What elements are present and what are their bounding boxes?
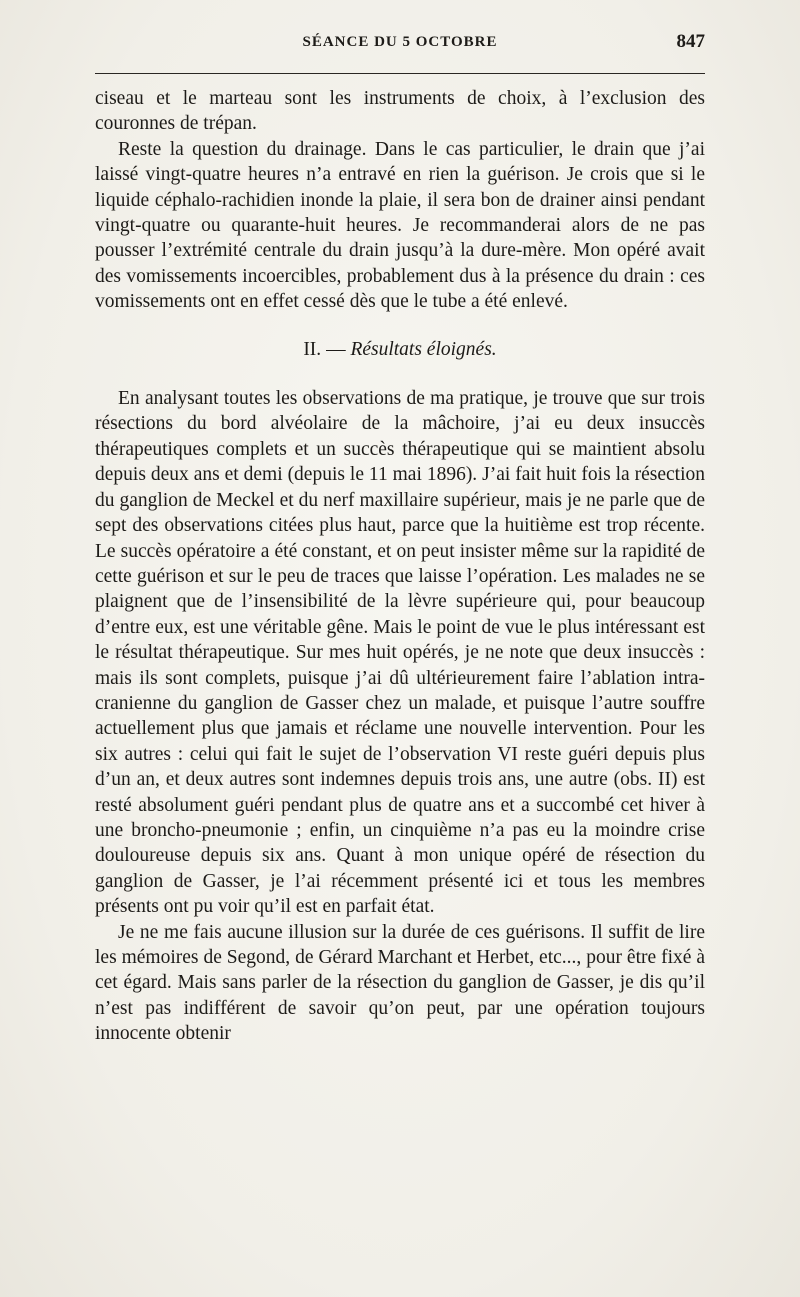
paragraph-continuation: ciseau et le marteau sont les instruments de choix, à l’exclusion des couronnes de trépan. xyxy=(95,88,705,135)
page-header xyxy=(95,31,705,58)
section-title: Résultats éloignés. xyxy=(350,338,497,360)
paragraph-observations: En analysant toutes les observations de ma pratique, je trouve que sur trois résections du bord alvéolaire de la mâchoire, j’ai eu deux insuccès thérapeutiques complets et un succès thérapeutique qui se maintient absolu depuis deux ans et demi (depuis le 11 mai 1896). J’ai fait huit fois la résection du ganglion de Meckel et du nerf maxillaire supérieur, mais je ne parle que de sept des observations citées plus haut, parce que la huitième est trop récente. Le succès opératoire a été constant, et on peut insister même sur la rapidité de cette guérison et sur le peu de traces que laisse l’opération. Les malades ne se plaignent que de l’insensibilité de la lèvre supérieure qui, pour beaucoup d’entre eux, est une véritable gêne. Mais le point de vue le plus intéressant est le résultat thérapeutique. Sur mes huit opérés, je ne note que deux insuccès : mais ils sont complets, puisque j’ai dû ultérieurement faire l’ablation intra-cranienne du ganglion de Gasser chez un malade, et puisque l’autre souffre actuellement plus que jamais et réclame une nouvelle intervention. Pour les six autres : celui qui fait le sujet de l’observation VI reste guéri depuis plus d’un an, et deux autres sont indemnes depuis trois ans, une autre (obs. II) est resté absolument guéri pendant plus de quatre ans et a succombé cet hiver à une broncho-pneumonie ; enfin, un cinquième n’a pas eu la moindre crise douloureuse depuis six ans. Quant à mon unique opéré de résection du ganglion de Gasser, je l’ai récemment présenté ici et tous les membres présents ont pu voir qu’il est en parfait état. xyxy=(95,388,705,918)
running-head: SÉANCE DU 5 OCTOBRE xyxy=(302,34,498,50)
body-text xyxy=(95,86,705,1047)
page-number: 847 xyxy=(676,31,705,52)
section-number: II. xyxy=(303,338,322,360)
section-heading xyxy=(95,337,705,362)
header-rule xyxy=(95,73,705,74)
paragraph-drainage: Reste la question du drainage. Dans le cas particulier, le drain que j’ai laissé vingt-quatre heures n’a entravé en rien la guérison. Je crois que si le liquide céphalo-rachidien inonde la plaie, il sera bon de drainer ainsi pendant vingt-quatre ou quarante-huit heures. Je recommanderai alors de ne pas pousser l’extrémité centrale du drain jusqu’à la dure-mère. Mon opéré avait des vomissements incoercibles, probablement dus à la présence du drain : ces vomissements ont en effet cessé dès que le tube a été enlevé. xyxy=(95,138,705,313)
section-dash: — xyxy=(326,338,346,360)
paragraph-illusion: Je ne me fais aucune illusion sur la durée de ces guérisons. Il suffit de lire les mémoires de Segond, de Gérard Marchant et Herbet, etc..., pour être fixé à cet égard. Mais sans parler de la résection du ganglion de Gasser, je dis qu’il n’est pas indifférent de savoir qu’on peut, par une opération toujours innocente obtenir xyxy=(95,921,705,1045)
